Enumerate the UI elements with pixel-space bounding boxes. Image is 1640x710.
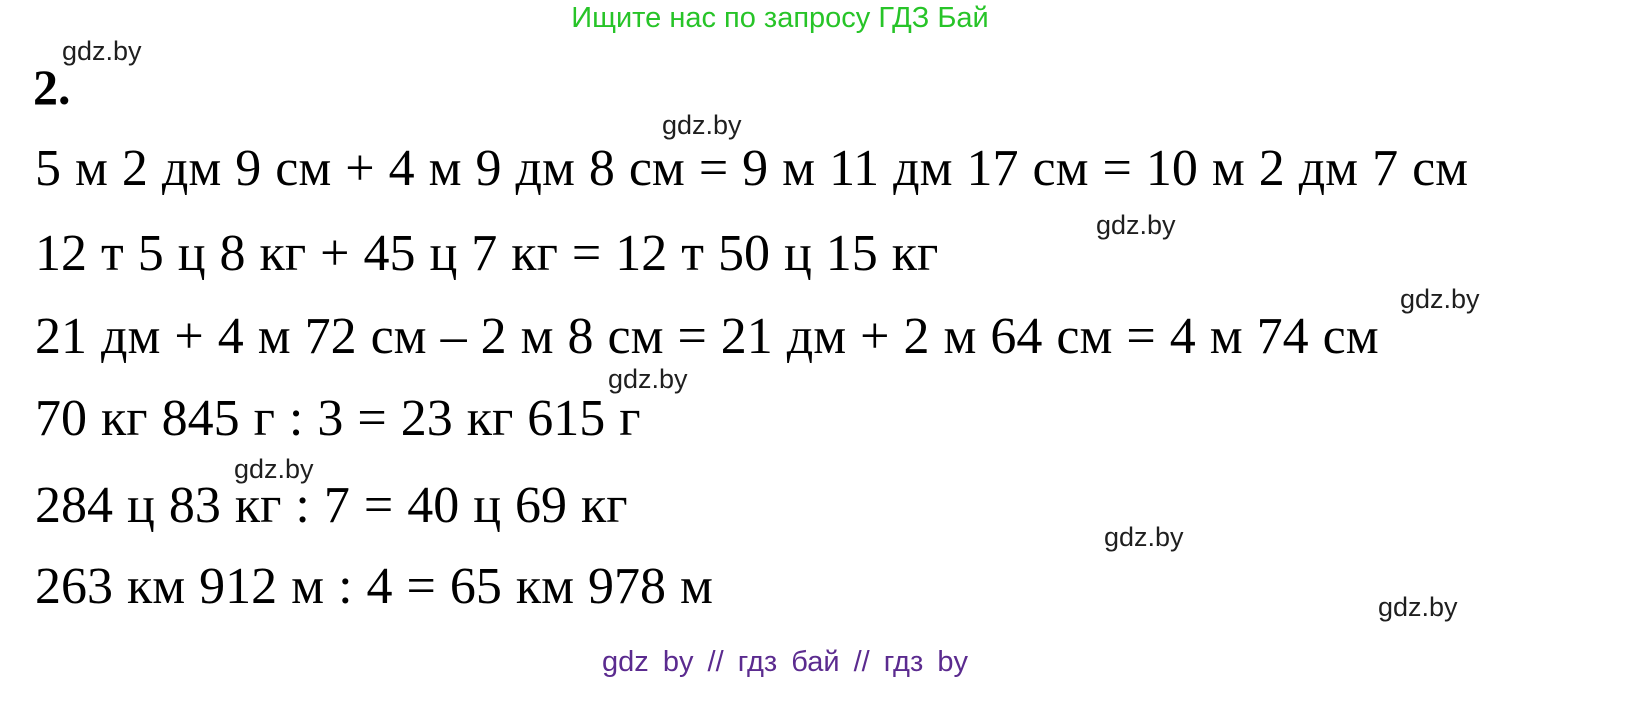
equation-line-6: 263 км 912 м : 4 = 65 км 978 м	[35, 558, 713, 615]
equation-line-2: 12 т 5 ц 8 кг + 45 ц 7 кг = 12 т 50 ц 15 кг	[35, 225, 939, 282]
promo-header-text: Ищите нас по запросу ГДЗ Бай	[571, 2, 989, 34]
gdz-watermark: gdz.by	[1400, 284, 1480, 314]
gdz-watermark: gdz.by	[234, 454, 314, 484]
equation-line-3: 21 дм + 4 м 72 см – 2 м 8 см = 21 дм + 2 м 64 см = 4 м 74 см	[35, 308, 1379, 365]
equation-line-4: 70 кг 845 г : 3 = 23 кг 615 г	[35, 390, 641, 447]
gdz-watermark: gdz.by	[1104, 522, 1184, 552]
problem-number: 2.	[33, 59, 71, 115]
equation-line-5: 284 ц 83 кг : 7 = 40 ц 69 кг	[35, 477, 628, 534]
gdz-watermark: gdz.by	[608, 364, 688, 394]
gdz-watermark: gdz.by	[1378, 592, 1458, 622]
equation-line-1: 5 м 2 дм 9 см + 4 м 9 дм 8 см = 9 м 11 дм 17 см = 10 м 2 дм 7 см	[35, 140, 1469, 197]
gdz-watermark: gdz.by	[662, 110, 742, 140]
footer-branding-text: gdz by // гдз бай // гдз by	[602, 646, 968, 678]
gdz-watermark: gdz.by	[1096, 210, 1176, 240]
gdz-watermark: gdz.by	[62, 36, 142, 66]
